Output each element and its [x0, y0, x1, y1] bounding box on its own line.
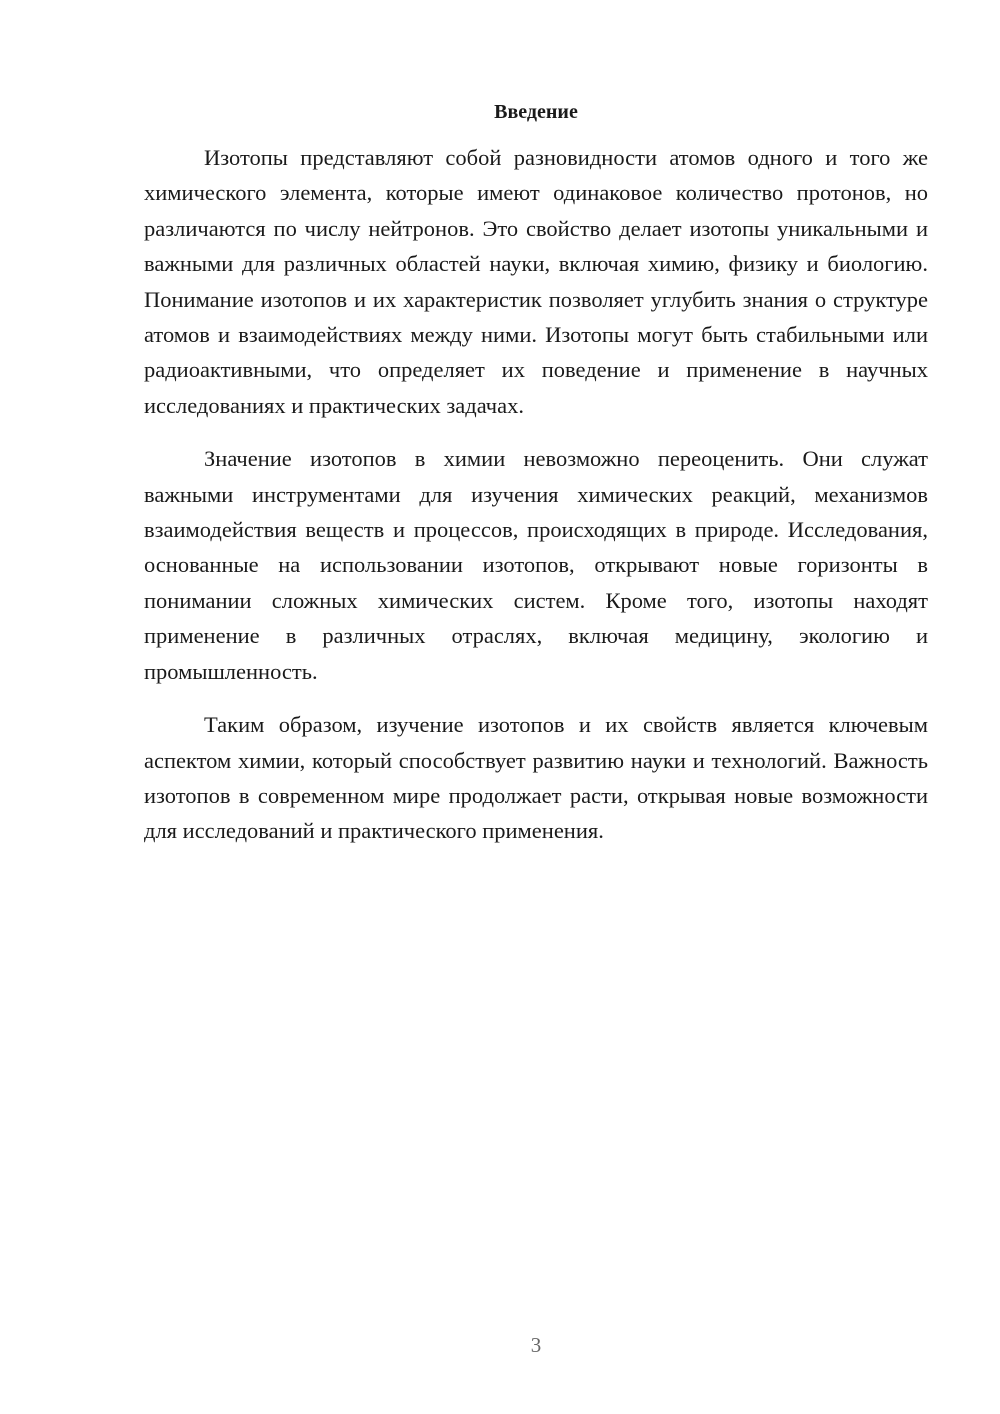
paragraph-2: Значение изотопов в химии невозможно переоценить. Они служат важными инструментами для изучения химических реакций, механизмов взаимодействия веществ и процессов, происходящих в природе. Исследования, основанные на использовании изотопов, открывают новые горизонты в понимании сложных химических систем. Кроме того, изотопы находят применение в различных отраслях, включая медицину, экологию и промышленность.: [144, 446, 928, 684]
page-content: [144, 96, 928, 867]
paragraph-3: Таким образом, изучение изотопов и их свойств является ключевым аспектом химии, который способствует развитию науки и технологий. Важность изотопов в современном мире продолжает расти, открывая новые возможности для исследований и практического применения.: [144, 712, 928, 844]
page-title: Введение: [494, 101, 578, 123]
paragraph-1: Изотопы представляют собой разновидности атомов одного и того же химического элемента, которые имеют одинаковое количество протонов, но различаются по числу нейтронов. Это свойство делает изотопы уникальными и важными для различных областей науки, включая химию, физику и биологию. Понимание изотопов и их характеристик позволяет углубить знания о структуре атомов и взаимодействиях между ними. Изотопы могут быть стабильными или радиоактивными, что определяет их поведение и применение в научных исследованиях и практических задачах.: [144, 145, 928, 418]
page-number: 3: [530, 1333, 542, 1357]
